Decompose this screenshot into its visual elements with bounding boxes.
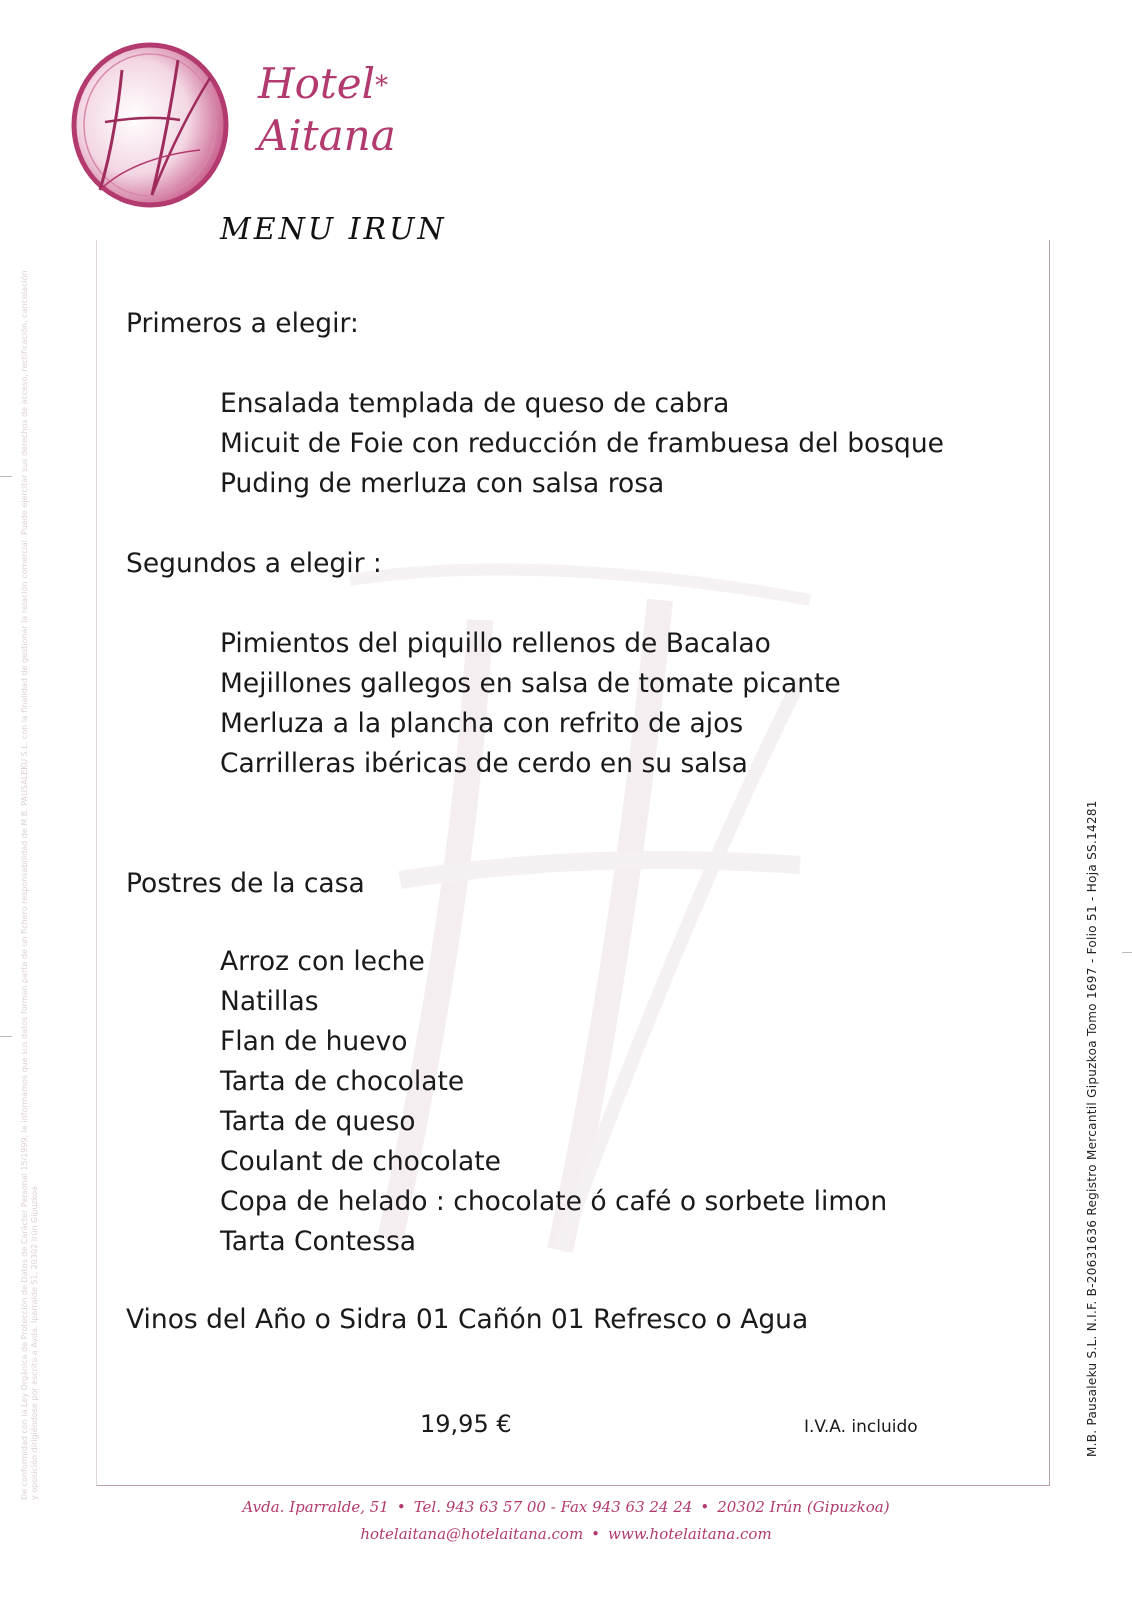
vat-note: I.V.A. incluido (804, 1417, 918, 1437)
menu-item: Mejillones gallegos en salsa de tomate picante (220, 668, 841, 699)
hotel-name-line2: Aitana (258, 111, 396, 160)
section-heading-primeros: Primeros a elegir: (126, 308, 359, 339)
section-heading-postres: Postres de la casa (126, 868, 365, 899)
menu-item: Tarta de chocolate (220, 1066, 465, 1097)
hotel-name (258, 58, 396, 162)
footer-separator: • (591, 1525, 601, 1543)
menu-item: Arroz con leche (220, 946, 425, 977)
footer-website[interactable]: www.hotelaitana.com (608, 1525, 772, 1543)
menu-item: Natillas (220, 986, 319, 1017)
hotel-name-line1: Hotel (258, 59, 376, 108)
footer-city: 20302 Irún (Gipuzkoa) (717, 1498, 890, 1516)
menu-item: Pimientos del piquillo rellenos de Bacalao (220, 628, 771, 659)
hotel-logo (60, 30, 235, 210)
menu-item: Merluza a la plancha con refrito de ajos (220, 708, 744, 739)
footer-address-line (0, 1498, 1132, 1516)
menu-price: 19,95 € (420, 1410, 512, 1438)
drinks-line: Vinos del Año o Sidra 01 Cañón 01 Refresco o Agua (126, 1304, 809, 1335)
menu-item: Copa de helado : chocolate ó café o sorbete limon (220, 1186, 888, 1217)
footer-address: Avda. Iparralde, 51 (242, 1498, 389, 1516)
footer-email[interactable]: hotelaitana@hotelaitana.com (360, 1525, 584, 1543)
menu-title: MENU IRUN (220, 212, 447, 247)
footer-separator: • (396, 1498, 406, 1516)
logo-emblem-icon (60, 30, 235, 210)
fold-mark (0, 476, 12, 477)
hotel-star: * (375, 71, 389, 101)
fold-mark (1122, 952, 1132, 953)
footer-phones: Tel. 943 63 57 00 - Fax 943 63 24 24 (413, 1498, 693, 1516)
company-registry-text: M.B. Pausaleku S.L. N.I.F. B-20631636 Registro Mercantil Gipuzkoa Tomo 1697 - Folio 51 - Hoja SS.14281 (1085, 800, 1099, 1457)
footer-contact-line (0, 1525, 1132, 1543)
fold-mark (0, 1036, 12, 1037)
menu-item: Carrilleras ibéricas de cerdo en su salsa (220, 748, 748, 779)
footer-separator: • (700, 1498, 710, 1516)
section-heading-segundos: Segundos a elegir : (126, 548, 382, 579)
menu-item: Tarta Contessa (220, 1226, 417, 1257)
menu-item: Tarta de queso (220, 1106, 416, 1137)
left-fine-print: De conformidad con la Ley Orgánica de Protección de Datos de Carácter Personal 15/1999, le informamos que sus datos forman parte de un fichero responsabilidad de M.B. PAUSALEKU S.L. con la finalidad de gestionar la relación comercial. Puede ejercitar sus derechos de acceso, rectificación, cancelación y oposición dirigiéndose por escrito a Avda. Iparralde 51, 20302 Irún Gipuzkoa (20, 270, 39, 1500)
menu-item: Puding de merluza con salsa rosa (220, 468, 665, 499)
menu-item: Coulant de chocolate (220, 1146, 501, 1177)
menu-item: Flan de huevo (220, 1026, 408, 1057)
menu-item: Micuit de Foie con reducción de frambuesa del bosque (220, 428, 944, 459)
menu-item: Ensalada templada de queso de cabra (220, 388, 730, 419)
